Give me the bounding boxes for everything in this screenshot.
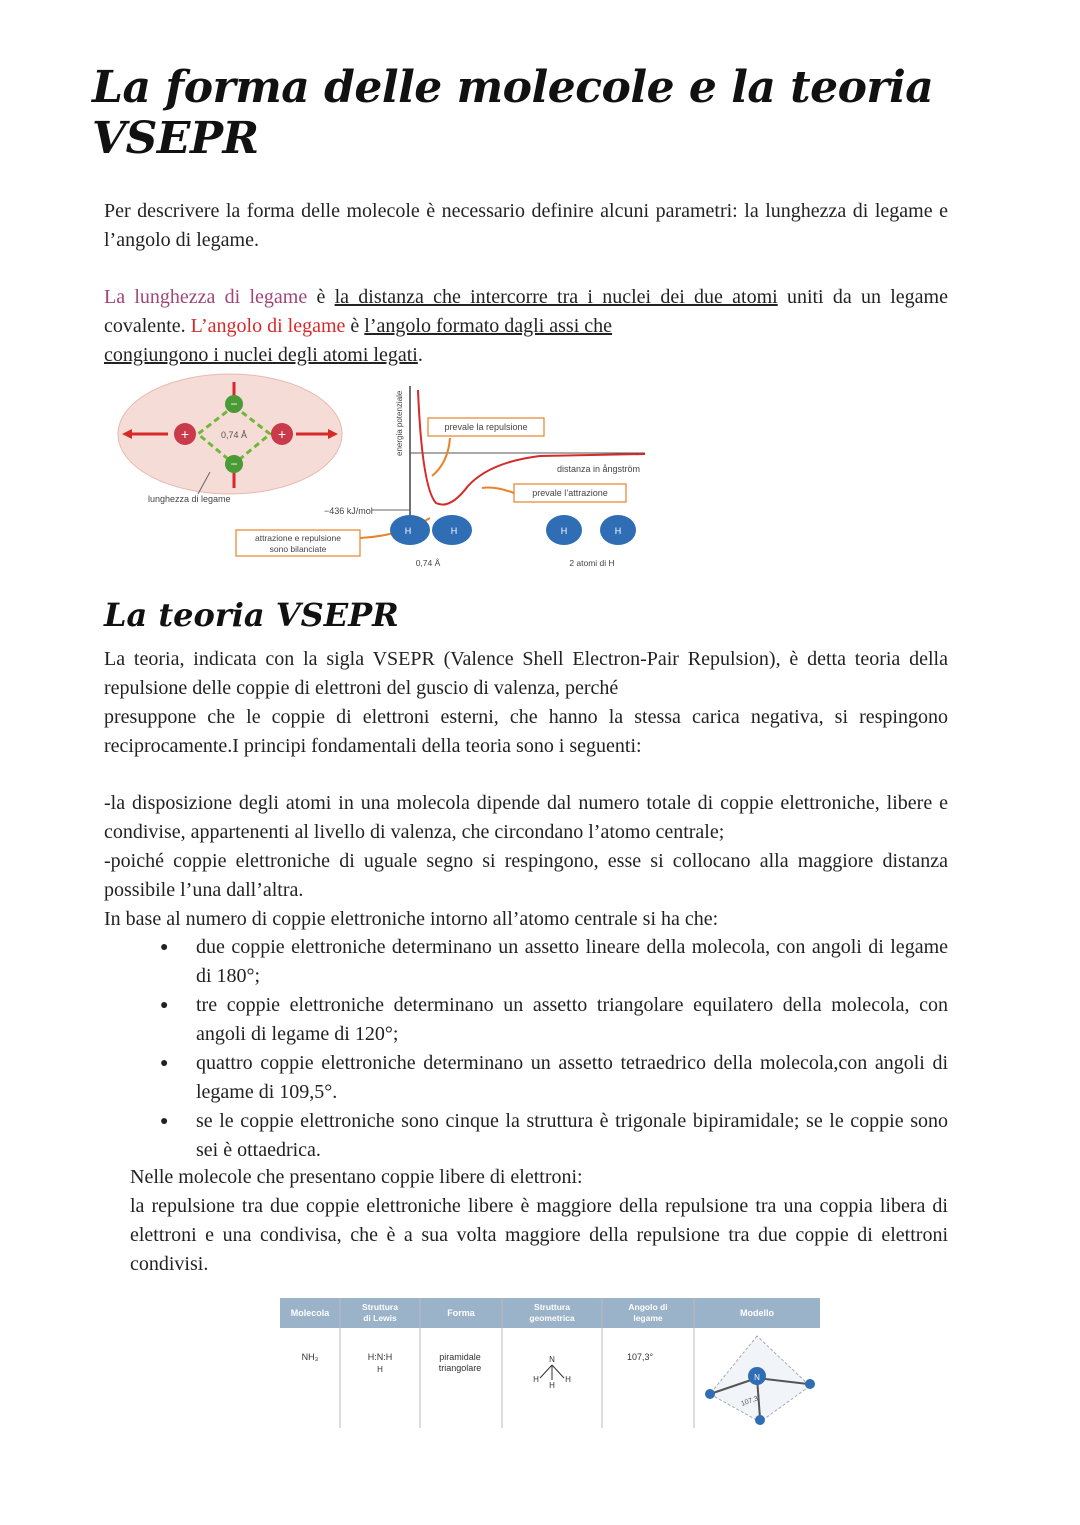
two-atoms-label: 2 atomi di H [569, 558, 615, 568]
cell-angle: 107,3° [626, 1352, 654, 1362]
vsepr-paragraph-1 [104, 645, 948, 761]
principle-1: -la disposizione degli atomi in una molecola dipende dal numero totale di coppie elettroniche, libere e condivise, appartenenti al livello di valenza, che circondano l’atomo centrale; [104, 792, 948, 843]
geom-h: H [549, 1381, 555, 1390]
vsepr-p1: La teoria, indicata con la sigla VSEPR (Valence Shell Electron-Pair Repulsion), è detta teoria della repulsione delle coppie di elettroni del guscio di valenza, perché [104, 648, 948, 699]
intro-paragraph: Per descrivere la forma delle molecole è necessario definire alcuni parametri: la lunghezza di legame e l’angolo di legame. [104, 200, 948, 251]
bond-angle-term: L’angolo di legame [190, 315, 346, 337]
geom-bond [540, 1365, 552, 1378]
model-h-atom [805, 1379, 815, 1389]
lone-pairs-rule: la repulsione tra due coppie elettroniche libere è maggiore della repulsione tra una coppia libera di elettroni e una condivisa, che è a sua volta maggiore della repulsione tra due coppie di elettroni condivisi. [130, 1195, 948, 1275]
nucleus-left-sign: + [180, 426, 190, 442]
vsepr-table [280, 1298, 820, 1428]
model-h-atom [755, 1415, 765, 1425]
nucleus-right-sign: + [277, 426, 287, 442]
lone-pairs-paragraph [130, 1163, 948, 1279]
geom-n: N [549, 1355, 555, 1364]
list-item: ● se le coppie elettroniche sono cinque la struttura è trigonale bipiramidale; se le coppie sono sei è ottaedrica. [160, 1107, 948, 1165]
electron-top-sign: − [230, 397, 238, 411]
attraction-arrow [482, 488, 514, 493]
bond-angle-is: è [345, 315, 365, 337]
h2-atom-right-label: H [450, 526, 458, 536]
list-item: ● due coppie elettroniche determinano un assetto lineare della molecola, con angoli di legame di 180°; [160, 933, 948, 991]
cell-shape-1: piramidale [439, 1352, 481, 1362]
pairs-intro: In base al numero di coppie elettroniche intorno all’atomo centrale si ha che: [104, 908, 719, 930]
attraction-label: prevale l’attrazione [532, 488, 608, 498]
list-item: ● tre coppie elettroniche determinano un assetto triangolare equilatero della molecola, con angoli di legame di 120°; [160, 991, 948, 1049]
h2-bond-diagram [110, 368, 670, 588]
header-modello: Modello [740, 1308, 774, 1318]
geom-h: H [565, 1375, 571, 1384]
bond-length-label: lunghezza di legame [148, 494, 231, 504]
lone-pairs-intro: Nelle molecole che presentano coppie libere di elettroni: [130, 1166, 583, 1188]
bond-angle-definition-1: l’angolo formato dagli assi che [364, 315, 613, 337]
header-molecola: Molecola [290, 1308, 330, 1318]
header-geom-1: Struttura [534, 1302, 570, 1312]
free-atom-right-label: H [614, 526, 622, 536]
bond-length-term: La lunghezza di legame [104, 286, 308, 308]
min-distance-label: 0,74 Å [415, 558, 441, 568]
list-item: ● quattro coppie elettroniche determinano un assetto tetraedrico della molecola,con angoli di legame di 109,5°. [160, 1049, 948, 1107]
free-atom-left-label: H [560, 526, 568, 536]
vsepr-principles [104, 789, 948, 934]
cell-shape-2: triangolare [438, 1363, 482, 1373]
header-angolo-2: legame [633, 1313, 663, 1323]
repulsion-label: prevale la repulsione [444, 422, 528, 432]
model-n-label: N [754, 1373, 760, 1382]
header-lewis-1: Struttura [362, 1302, 398, 1312]
header-geom-2: geometrica [529, 1313, 575, 1323]
energy-axis-label: energia potenziale [395, 390, 404, 456]
cell-molecule: NH₃ [301, 1352, 319, 1362]
vsepr-p1b: presuppone che le coppie di elettroni esterni, che hanno la stessa carica negativa, si respingono reciprocamente.I principi fondamentali della teoria sono i seguenti: [104, 706, 948, 757]
balanced-label-1: attrazione e repulsione [254, 533, 342, 543]
header-forma: Forma [447, 1308, 475, 1318]
balanced-label-2: sono bilanciate [269, 544, 327, 554]
repulsion-arrow [432, 438, 450, 476]
h2-atom-left-label: H [404, 526, 412, 536]
model-angle-label: 107,3° [740, 1394, 762, 1408]
bond-angle-end: . [417, 344, 423, 366]
page-title: La forma delle molecole e la teoria VSEPR [92, 62, 934, 164]
bond-length-tail: uniti da un legame covalente. [104, 286, 948, 337]
electron-bottom-sign: − [230, 457, 238, 471]
bond-length-definition: la distanza che intercorre tra i nuclei dei due atomi [334, 286, 778, 308]
cell-lewis-top: H:N:H [367, 1352, 393, 1362]
distance-axis-label: distanza in ångström [556, 464, 640, 474]
header-angolo-1: Angolo di [628, 1302, 668, 1312]
model-h-atom [705, 1389, 715, 1399]
pairs-list [160, 933, 948, 1165]
definitions-paragraph [104, 283, 948, 370]
principle-2: -poiché coppie elettroniche di uguale segno si respingono, esse si collocano alla maggiore distanza possibile l’una dall’altra. [104, 850, 948, 901]
geom-h: H [533, 1375, 539, 1384]
bond-length-is: è [307, 286, 335, 308]
vsepr-heading: La teoria VSEPR [104, 596, 399, 634]
cell-lewis-bottom: H [377, 1365, 383, 1374]
energy-value: −436 kJ/mol [324, 506, 373, 516]
bond-angle-definition-2: congiungono i nuclei degli atomi legati [104, 344, 418, 366]
geom-bond [552, 1365, 564, 1378]
header-lewis-2: di Lewis [363, 1313, 397, 1323]
distance-label: 0,74 Å [220, 430, 248, 440]
